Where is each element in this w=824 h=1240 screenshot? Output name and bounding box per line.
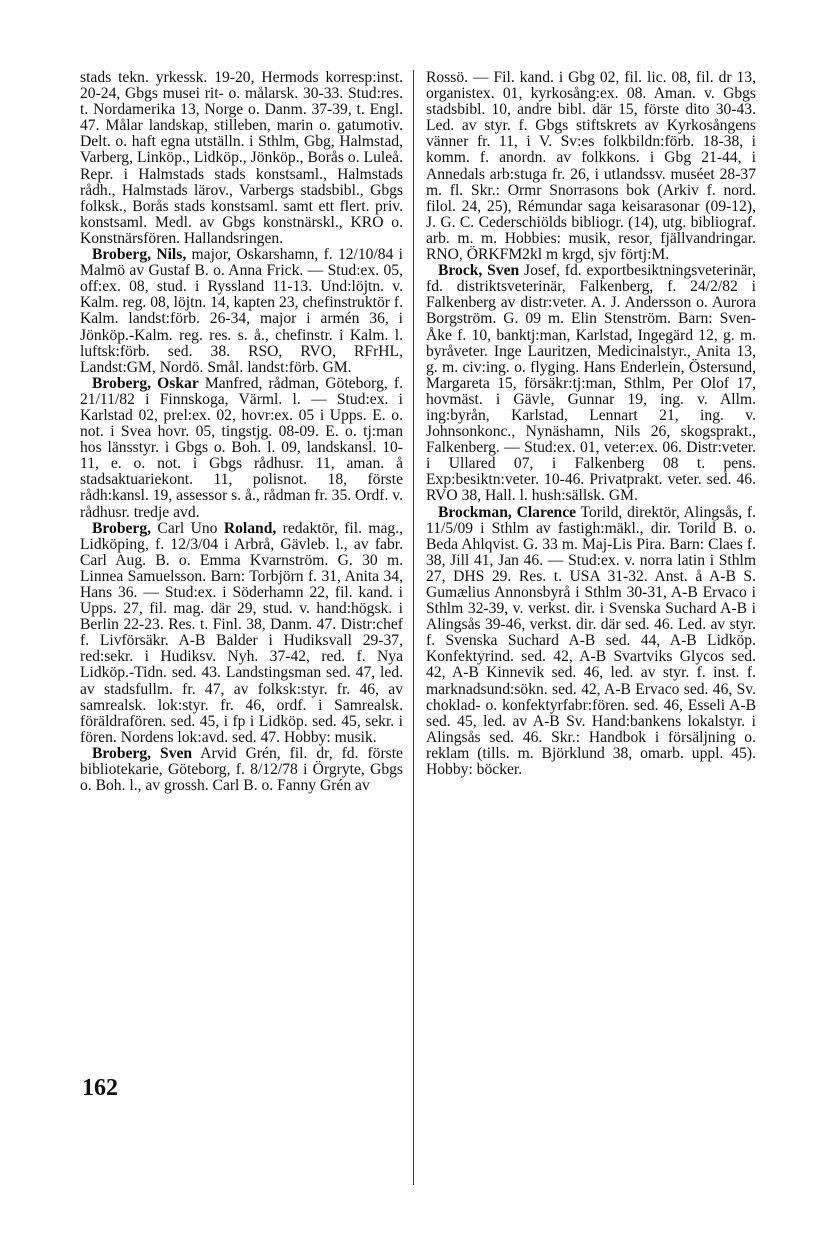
entry-name: Broberg, Nils,	[92, 246, 187, 264]
entry-brockman-clarence	[426, 505, 756, 779]
entry-text: Arvid Grén, fil. dr, fd. förste bibliotekarie, Göteborg, f. 8/12/78 i Örgryte, Gbgs o. Boh. l., av grossh. Carl B. o. Fanny Grén av	[80, 744, 403, 795]
page-number: 162	[82, 1075, 118, 1101]
entry-broberg-roland	[80, 521, 403, 746]
entry-name: Brock, Sven	[438, 262, 520, 280]
entry-broberg-nils	[80, 247, 403, 376]
entry-text: redaktör, fil. mag., Lidköping, f. 12/3/04 i Arbrå, Gävleb. l., av fabr. Carl Aug. B. o. Emma Kvarnström. G. 30 m. Linnea Samuelsson. Barn: Torbjörn f. 31, Anita 34, Hans 36. — Stud:ex. i Söderhamn 22, fil. kand. i Upps. 27, fil. mag. där 29, stud. v. hand:högsk. i Berlin 22-23. Res. t. Finl. 38, Danm. 47. Distr:chef f. Livförsäkr. A-B Balder i Hudiksvall 29-37, red:sekr. i Hudiksv. Nyh. 37-42, red. f. Nya Lidköp.-Tidn. sed. 43. Landstingsman sed. 47, led. av stadsfullm. fr. 47, av folksk:styr. fr. 46, av samrealsk. lok:styr. fr. 46, ordf. i Samrealsk. föräldrafören. sed. 45, i fp i Lidköp. sed. 45, sekr. i fören. Nordens lok:avd. sed. 47. Hobby: musik.	[80, 519, 403, 746]
entry-name-call: Roland,	[223, 519, 277, 537]
entry-continuation: Rossö. — Fil. kand. i Gbg 02, fil. lic. 08, fil. dr 13, organistex. 01, kyrkosång:ex. 08. Aman. v. Gbgs stadsbibl. 10, andre bibl. där 15, förste dito 30-43. Led. av styr. f. Gbgs stiftskrets av Kyrkosångens vänner fr. 11, i V. Sv:es folkbildn:förb. 18-38, i komm. f. anordn. av folkkons. i Gbg 21-44, i Annedals arb:stuga fr. 26, i utlandssv. muséet 28-37 m. fl. Skr.: Ormr Snorrasons bok (Arkiv f. nord. filol. 24, 25), Rémundar saga keisarasonar (09-12), J. G. C. Cederschiölds bibliogr. (14), utg. bibliograf. arb. m. m. Hobbies: musik, resor, fjällvandringar. RNO, ÖRKFM2kl m krgd, sjv förtj:M.	[426, 69, 756, 264]
right-column	[426, 70, 756, 778]
entry-given-names: Carl Uno	[151, 519, 224, 537]
entry-name: Broberg, Oskar	[92, 374, 199, 392]
entry-brock-sven	[426, 263, 756, 504]
entry-name: Broberg,	[92, 519, 152, 537]
entry-name: Broberg, Sven	[92, 744, 193, 762]
entry-continuation: stads tekn. yrkessk. 19-20, Hermods korresp:inst. 20-24, Gbgs musei rit- o. målarsk. 30-33. Stud:res. t. Nordamerika 13, Norge o. Danm. 37-39, t. Engl. 47. Målar landskap, stilleben, marin o. gatumotiv. Delt. o. haft egna utställn. i Sthlm, Gbg, Halmstad, Varberg, Linköp., Lidköp., Jönköp., Borås o. Luleå. Repr. i Halmstads stads konstsaml., Halmstads rådh., Halmstads lärov., Varbergs stadsbibl., Gbgs folksk., Borås stads konstsaml. samt ett flert. priv. konstsaml. Medl. av Gbgs konstnärskl., KRO o. Konstnärsfören. Hallandsringen.	[80, 69, 403, 247]
entry-text: Torild, direktör, Alingsås, f. 11/5/09 i Sthlm av fastigh:mäkl., dir. Torild B. o. Beda Ahlqvist. G. 33 m. Maj-Lis Pira. Barn: Claes f. 38, Jill 41, Jan 46. — Stud:ex. v. norra latin i Sthlm 27, DHS 29. Res. t. USA 31-32. Anst. å A-B S. Gumælius Annonsbyrå i Sthlm 30-31, A-B Ervaco i Sthlm 32-39, v. verkst. dir. i Svenska Suchard A-B i Alingsås 39-46, verkst. dir. där sed. 46. Led. av styr. f. Svenska Suchard A-B sed. 44, A-B Lidköp. Konfektyrind. sed. 42, A-B Svartviks Glycos sed. 42, A-B Kinnevik sed. 46, led. av styr. f. inst. f. marknadsund:sökn. sed. 42, A-B Ervaco sed. 46, Sv. choklad- o. konfektyrfabr:fören. sed. 46, Esseli A-B sed. 45, led. av A-B Sv. Hand:bankens lokalstyr. i Alingsås sed. 46. Skr.: Handbok i försäljning o. reklam (tills. m. Björklund 38, omarb. uppl. 45). Hobby: böcker.	[426, 503, 757, 779]
entry-name: Brockman, Clarence	[438, 503, 577, 521]
column-divider	[413, 70, 414, 1185]
entry-text: major, Oskarshamn, f. 12/10/84 i Malmö av Gustaf B. o. Anna Frick. — Stud:ex. 05, off:ex. 08, stud. i Ryssland 11-13. Und:löjtn. v. Kalm. reg. 08, löjtn. 14, kapten 23, chefinstruktör f. Kalm. landst:förb. 26-34, major i armén 36, i Jönköp.-Kalm. reg. res. s. å., chefinstr. i Kalm. l. luftsk:förb. sed. 38. RSO, RVO, RFrHL, Landst:GM, Nordö. Smål. landst:förb. GM.	[80, 246, 403, 376]
left-column	[80, 70, 403, 794]
entry-text: Josef, fd. exportbesiktningsveterinär, fd. distriktsveterinär, Falkenberg, f. 24/2/82 i Falkenberg av distr:veter. A. J. Andersson o. Aurora Borgström. G. 09 m. Elin Stenström. Barn: Sven-Åke f. 10, banktj:man, Karlstad, Ingegärd 12, g. m. byråveter. Inge Lauritzen, Medicinalstyr., Anita 13, g. m. civ:ing. o. flyging. Hans Enderlein, Östersund, Margareta 15, försäkr:tj:man, Sthlm, Per Olof 17, hovmäst. i Gävle, Gunnar 19, ing. v. Allm. ing:byrån, Karlstad, Lennart 21, ing. v. Johnsonkonc., Nynäshamn, Nils 26, skogsprakt., Falkenberg. — Stud:ex. 01, veter:ex. 06. Distr:veter. i Ullared 07, i Falkenberg 08 t. pens. Exp:besiktn:veter. 10-46. Privatprakt. veter. sed. 46. RVO 38, Hall. l. hush:sällsk. GM.	[426, 262, 756, 505]
entry-broberg-oskar	[80, 376, 403, 521]
entry-text: Manfred, rådman, Göteborg, f. 21/11/82 i Finnskoga, Värml. l. — Stud:ex. i Karlstad 02, prel:ex. 02, hovr:ex. 05 i Upps. E. o. not. i Svea hovr. 05, tingstjg. 08-09. E. o. tj:man hos länsstyr. i Gbgs o. Boh. l. 09, landskansl. 10-11, e. o. not. i Gbgs rådhusr. 11, aman. å stadsaktuariekont. 11, polisnot. 18, förste rådh:kansl. 19, assessor s. å., rådman fr. 35. Ordf. v. rådhusr. tredje avd.	[80, 374, 403, 521]
entry-broberg-sven	[80, 746, 403, 794]
